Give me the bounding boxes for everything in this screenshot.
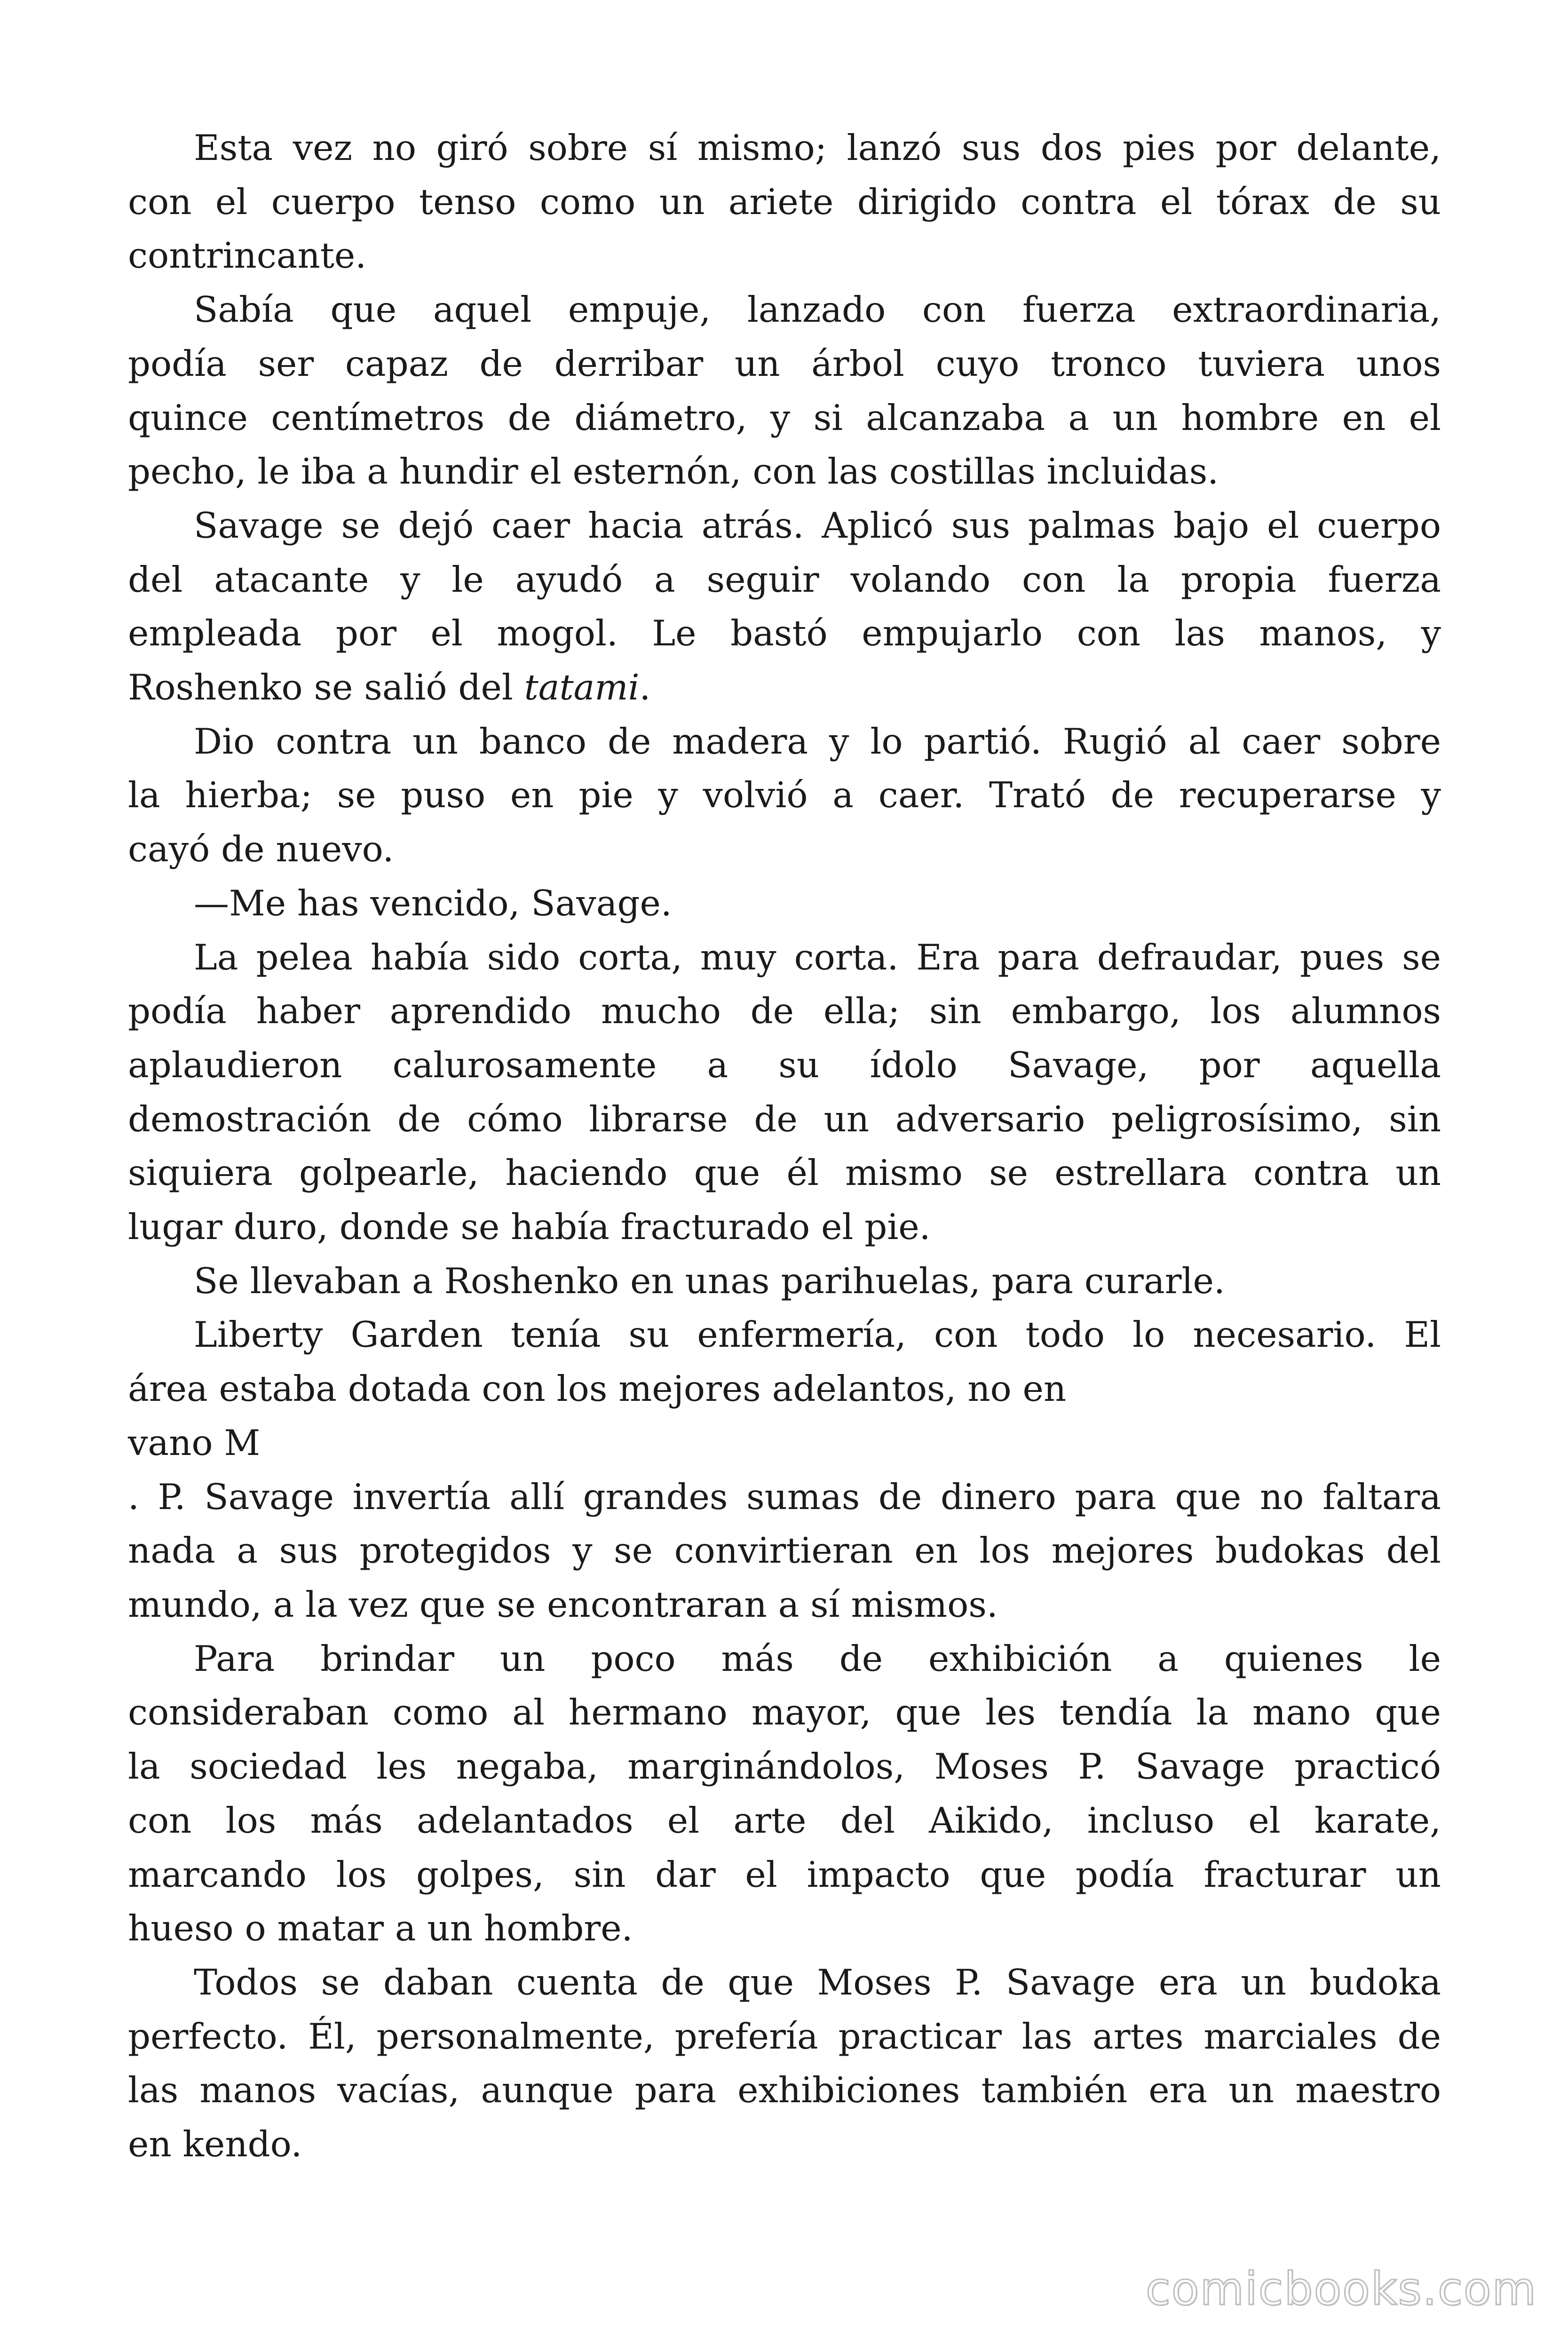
paragraph xyxy=(128,1308,1441,1415)
paragraph xyxy=(128,1955,1441,2171)
text-line xyxy=(128,660,1441,715)
watermark-logo: comicbooks.com xyxy=(1145,2263,1537,2315)
text-line: del atacante y le ayudó a seguir volando con la propia fuerza xyxy=(128,558,1441,600)
paragraph xyxy=(128,1416,1441,1470)
paragraph xyxy=(128,715,1441,876)
text-line: Savage se dejó caer hacia atrás. Aplicó sus palmas bajo el cuerpo xyxy=(194,504,1441,546)
paragraph xyxy=(128,1470,1441,1632)
text-line: Sabía que aquel empuje, lanzado con fuerza extraordinaria, xyxy=(194,289,1441,331)
text-line: Liberty Garden tenía su enfermería, con todo lo necesario. El xyxy=(194,1314,1441,1356)
text-line: siquiera golpearle, haciendo que él mismo se estrellara contra un xyxy=(128,1152,1441,1194)
text-line: nada a sus protegidos y se convirtieran en los mejores budokas del xyxy=(128,1530,1441,1572)
text-line: aplaudieron calurosamente a su ídolo Savage, por aquella xyxy=(128,1044,1441,1086)
text-line: . P. Savage invertía allí grandes sumas de dinero para que no faltara xyxy=(128,1476,1441,1518)
text-segment: Roshenko se salió del xyxy=(128,667,524,708)
text-line: Esta vez no giró sobre sí mismo; lanzó sus dos pies por delante, xyxy=(194,127,1441,168)
text-line: contrincante. xyxy=(128,235,367,277)
text-line: en kendo. xyxy=(128,2123,302,2165)
paragraph xyxy=(128,283,1441,499)
text-line: La pelea había sido corta, muy corta. Era para defraudar, pues se xyxy=(194,936,1441,978)
text-line: con los más adelantados el arte del Aikido, incluso el karate, xyxy=(128,1799,1441,1841)
text-line: Para brindar un poco más de exhibición a quienes le xyxy=(194,1637,1441,1679)
body-text xyxy=(128,121,1441,2171)
text-line: la hierba; se puso en pie y volvió a caer. Trató de recuperarse y xyxy=(128,774,1441,816)
text-line: Se llevaban a Roshenko en unas parihuelas, para curarle. xyxy=(194,1260,1225,1302)
text-line: consideraban como al hermano mayor, que les tendía la mano que xyxy=(128,1692,1441,1733)
paragraph xyxy=(128,1632,1441,1955)
text-line: mundo, a la vez que se encontraran a sí mismos. xyxy=(128,1583,998,1625)
paragraph xyxy=(128,499,1441,715)
paragraph xyxy=(128,876,1441,930)
text-line: con el cuerpo tenso como un ariete dirigido contra el tórax de su xyxy=(128,181,1441,222)
text-line: vano M xyxy=(128,1422,261,1463)
paragraph xyxy=(128,1254,1441,1308)
italic-term: tatami xyxy=(524,667,640,708)
paragraph xyxy=(128,121,1441,283)
text-line: —Me has vencido, Savage. xyxy=(194,882,672,924)
text-line: Todos se daban cuenta de que Moses P. Savage era un budoka xyxy=(194,1961,1441,2003)
text-line: quince centímetros de diámetro, y si alcanzaba a un hombre en el xyxy=(128,397,1441,438)
paragraph xyxy=(128,930,1441,1254)
text-line: cayó de nuevo. xyxy=(128,828,394,870)
text-line: podía ser capaz de derribar un árbol cuyo tronco tuviera unos xyxy=(128,342,1441,384)
text-line: la sociedad les negaba, marginándolos, Moses P. Savage practicó xyxy=(128,1746,1441,1788)
text-line: área estaba dotada con los mejores adelantos, no en xyxy=(128,1368,1067,1410)
text-line: lugar duro, donde se había fracturado el pie. xyxy=(128,1206,931,1248)
text-line: marcando los golpes, sin dar el impacto que podía fracturar un xyxy=(128,1853,1441,1895)
text-line: perfecto. Él, personalmente, prefería practicar las artes marciales de xyxy=(128,2015,1441,2057)
text-line: las manos vacías, aunque para exhibiciones también era un maestro xyxy=(128,2069,1441,2111)
text-line: empleada por el mogol. Le bastó empujarlo con las manos, y xyxy=(128,612,1441,654)
text-line: pecho, le iba a hundir el esternón, con las costillas incluidas. xyxy=(128,451,1219,493)
text-line: hueso o matar a un hombre. xyxy=(128,1907,633,1949)
text-line: Dio contra un banco de madera y lo partió. Rugió al caer sobre xyxy=(194,720,1441,762)
text-segment: . xyxy=(639,667,651,708)
text-line: demostración de cómo librarse de un adversario peligrosísimo, sin xyxy=(128,1098,1441,1140)
text-line: podía haber aprendido mucho de ella; sin embargo, los alumnos xyxy=(128,990,1441,1032)
